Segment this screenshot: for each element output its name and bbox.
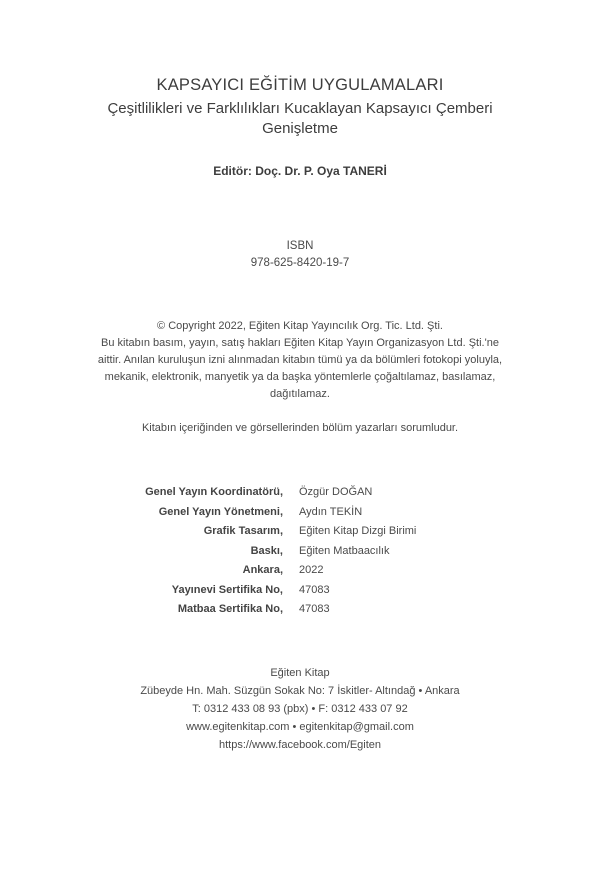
credit-value: 2022 (299, 564, 324, 576)
publisher-web-email: www.egitenkitap.com • egitenkitap@gmail.com (186, 721, 414, 733)
credit-label: Baskı, (250, 544, 283, 557)
book-subtitle (40, 99, 560, 139)
credit-row (0, 542, 600, 562)
subtitle-line-2: Genişletme (262, 120, 338, 137)
credit-value: Eğiten Kitap Dizgi Birimi (299, 525, 417, 537)
credit-label: Matbaa Sertifika No, (177, 603, 283, 615)
credit-label: Genel Yayın Yönetmeni, (158, 505, 283, 518)
publisher-facebook: https://www.facebook.com/Egiten (218, 739, 382, 751)
isbn-label: ISBN (286, 240, 314, 252)
credit-value: 47083 (299, 583, 330, 596)
credit-value: Eğiten Matbaacılık (299, 544, 390, 557)
credits-list (0, 483, 600, 620)
isbn-block (0, 238, 600, 272)
rights-text-line: dağıtılamaz. (270, 388, 330, 400)
credit-row (0, 581, 600, 601)
copyright-block (55, 318, 545, 403)
credit-value: 47083 (299, 603, 330, 615)
copyright-line: © Copyright 2022, Eğiten Kitap Yayıncılık Org. Tic. Ltd. Şti. (157, 320, 443, 332)
credit-label: Yayınevi Sertifika No, (171, 583, 283, 596)
credit-row (0, 561, 600, 581)
credit-label: Grafik Tasarım, (203, 525, 283, 537)
rights-text-line: aittir. Anılan kuruluşun izni alınmadan kitabın tümü ya da bölümleri fotokopi yoluyla, (97, 354, 503, 366)
rights-text-line: Bu kitabın basım, yayın, satış hakları Eğiten Kitap Yayın Organizasyon Ltd. Şti.'ne (101, 337, 499, 349)
title-block (40, 76, 560, 139)
rights-text-line: mekanik, elektronik, manyetik ya da başka yöntemlerle çoğaltılamaz, basılamaz, (104, 371, 496, 383)
editor-line: Editör: Doç. Dr. P. Oya TANERİ (213, 164, 387, 178)
credit-row (0, 600, 600, 620)
book-title: KAPSAYICI EĞİTİM UYGULAMALARI (156, 76, 444, 94)
credit-label: Ankara, (242, 564, 283, 576)
responsibility-note: Kitabın içeriğinden ve görsellerinden bölüm yazarları sorumludur. (141, 422, 459, 434)
credit-value: Özgür DOĞAN (299, 486, 373, 498)
credit-row (0, 503, 600, 523)
credit-row (0, 522, 600, 542)
subtitle-line-1: Çeşitlilikleri ve Farklılıkları Kucaklayan Kapsayıcı Çemberi (107, 100, 493, 117)
credit-label: Genel Yayın Koordinatörü, (145, 486, 283, 498)
publisher-address: Zübeyde Hn. Mah. Süzgün Sokak No: 7 İskitler- Altındağ • Ankara (140, 685, 460, 697)
publisher-phones: T: 0312 433 08 93 (pbx) • F: 0312 433 07 92 (192, 703, 408, 715)
credit-value: Aydın TEKİN (299, 505, 363, 518)
isbn-number: 978-625-8420-19-7 (250, 257, 350, 269)
credit-row (0, 483, 600, 503)
publisher-name: Eğiten Kitap (270, 667, 330, 679)
publisher-contact-block (0, 664, 600, 754)
